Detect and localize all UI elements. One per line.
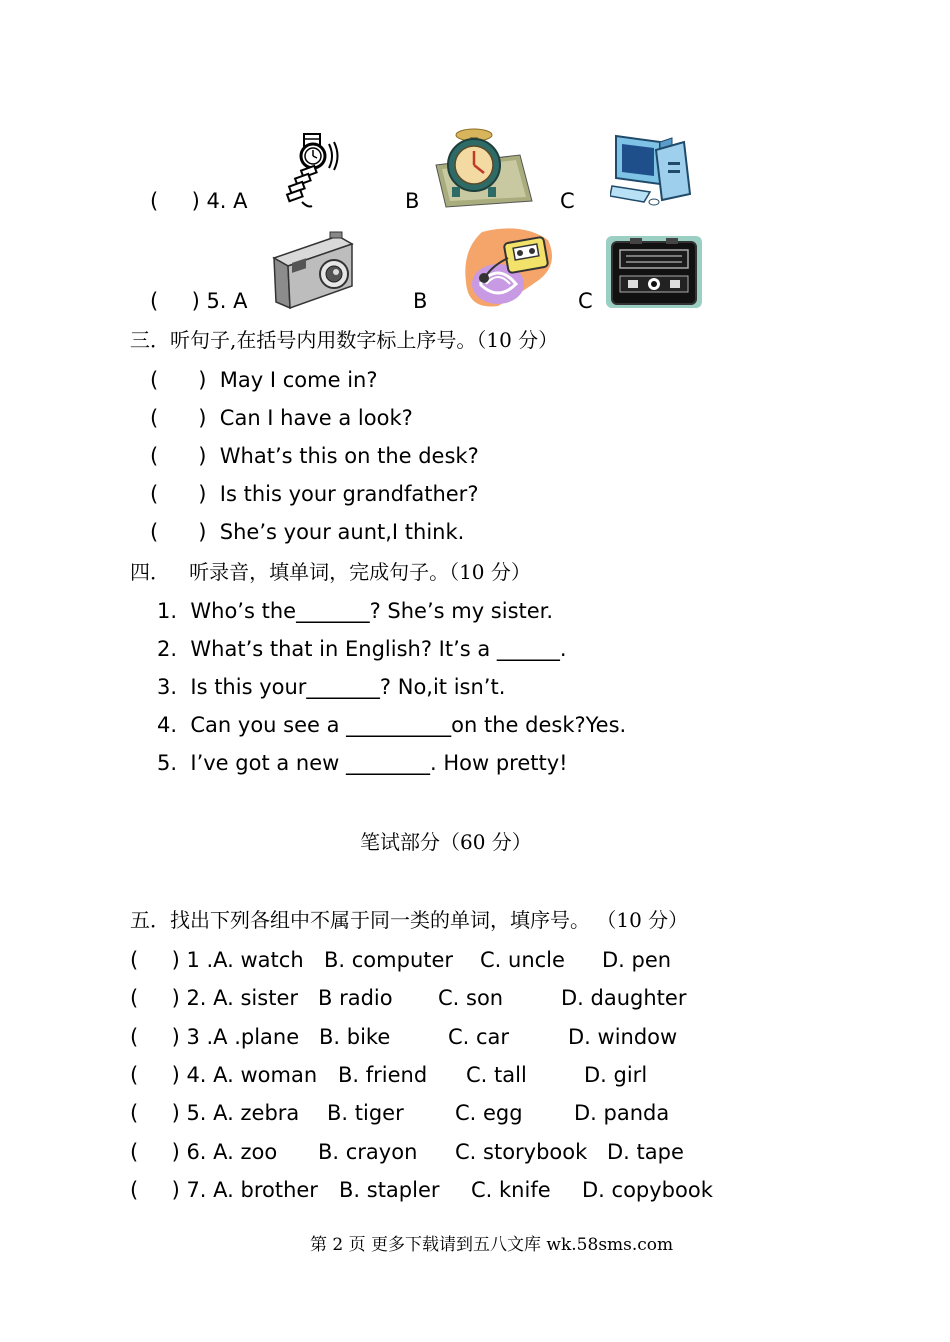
question-5-option-c: C [578,289,593,313]
page-footer: 第 2 页 更多下载请到五八文库 wk.58sms.com [310,1235,674,1255]
section-5-row-option-c: C. knife [471,1178,551,1202]
section-4-item: 5. I’ve got a new ________. How pretty! [157,751,568,775]
section-5-row-lead: ( ) 6. A. zoo [130,1140,278,1164]
section-5-row-option-b: B. tiger [327,1101,404,1125]
section-5-row-option-c: C. storybook [455,1140,588,1164]
section-3-item: ( ) What’s this on the desk? [150,444,479,468]
section-5-row-lead: ( ) 4. A. woman [130,1063,318,1087]
question-4-stem: ( ) 4. A [150,189,248,213]
section-4-item: 4. Can you see a __________on the desk?Yes. [157,713,627,737]
section-5-row-option-d: D. daughter [561,986,687,1010]
walkman-icon [462,226,558,310]
section-5-row-lead: ( ) 7. A. brother [130,1178,318,1202]
camera-icon [270,230,356,310]
section-5-row-lead: ( ) 3 .A .plane [130,1025,300,1049]
section-3-item: ( ) Can I have a look? [150,406,413,430]
question-4-option-c: C [560,189,575,213]
section-5-row-option-d: D. girl [584,1063,648,1087]
section-4-item: 2. What’s that in English? It’s a ______. [157,637,567,661]
section-5-row-option-b: B. friend [338,1063,428,1087]
section-5-row-option-d: D. panda [574,1101,670,1125]
section-5-row-option-b: B. crayon [318,1140,418,1164]
wristwatch-icon [282,132,346,212]
written-part-title: 笔试部分（60 分） [360,830,532,854]
radio-icon [606,236,702,308]
section-5-row-option-b: B. bike [319,1025,391,1049]
section-5-row-option-d: D. tape [607,1140,684,1164]
section-5-row-option-b: B radio [318,986,393,1010]
question-5-stem: ( ) 5. A [150,289,248,313]
section-5-row-option-c: C. egg [455,1101,523,1125]
section-5-row-option-c: C. uncle [480,948,565,972]
question-4-option-b: B [405,189,420,213]
section-5-row-lead: ( ) 5. A. zebra [130,1101,300,1125]
question-5-option-b: B [413,289,428,313]
computer-icon [610,132,692,208]
section-3-item: ( ) Is this your grandfather? [150,482,479,506]
alarm-clock-icon [432,127,534,209]
section-5-row-lead: ( ) 2. A. sister [130,986,298,1010]
section-5-row-option-b: B. computer [324,948,454,972]
section-5-row-option-c: C. tall [466,1063,527,1087]
section-4-item: 1. Who’s the_______? She’s my sister. [157,599,554,623]
section-5-row-option-d: D. copybook [582,1178,713,1202]
section-5-row-option-c: C. son [438,986,504,1010]
section-4-item: 3. Is this your_______? No,it isn’t. [157,675,506,699]
section-5-row-lead: ( ) 1 .A. watch [130,948,304,972]
section-3-title: 三．听句子,在括号内用数字标上序号。（10 分） [130,328,559,352]
section-5-row-option-d: D. pen [602,948,672,972]
section-5-row-option-c: C. car [448,1025,510,1049]
section-5-title: 五．找出下列各组中不属于同一类的单词，填序号。 （10 分） [130,908,689,932]
section-5-row-option-d: D. window [568,1025,678,1049]
section-4-title: 四． 听录音，填单词，完成句子。（10 分） [130,560,531,584]
section-3-item: ( ) She’s your aunt,I think. [150,520,465,544]
section-3-item: ( ) May I come in? [150,368,378,392]
section-5-row-option-b: B. stapler [339,1178,440,1202]
